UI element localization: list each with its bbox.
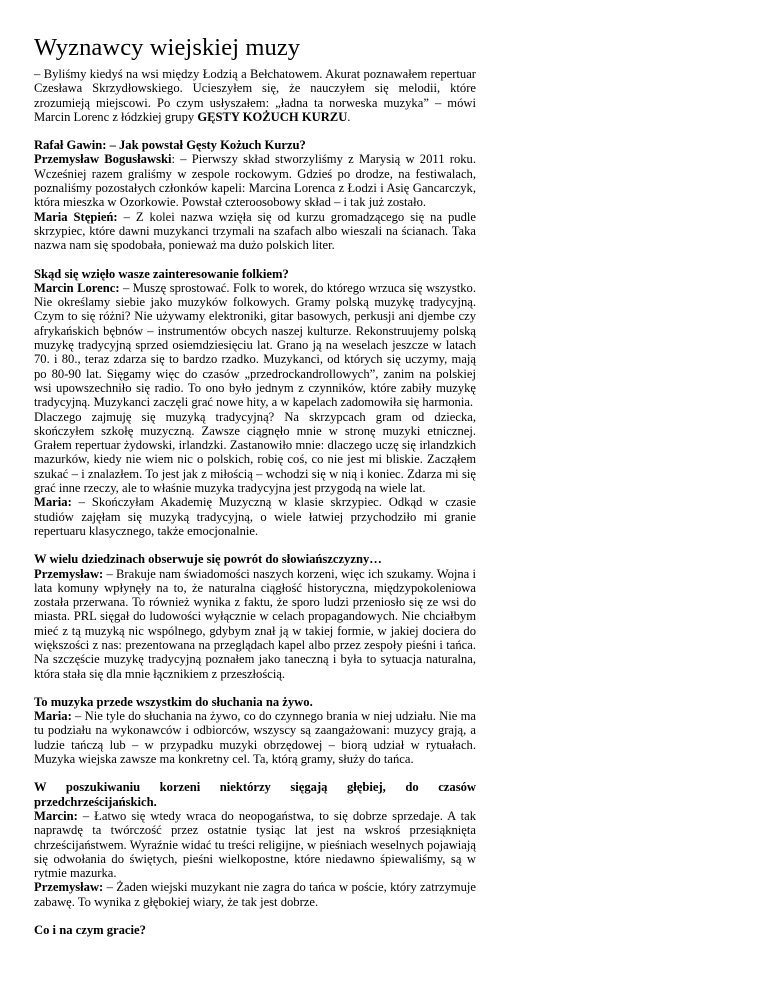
interview-sections: [34, 124, 476, 937]
answer-text: : – Pierwszy skład stworzyliśmy z Marysią w 2011 roku. Wcześniej razem graliśmy w zespole rockowym. Gdzieś po drodze, na festiwalach, poznaliśmy pozostałych członków kapeli: Marcina Lorenca z Łodzi i Asię Gancarczyk, która mieszka w Ozorkowie. Powstał czteroosobowy skład – i tak już zostało.: [34, 152, 476, 210]
interview-question: Rafał Gawin: – Jak powstał Gęsty Kożuch Kurzu?: [34, 138, 306, 153]
section-gap: [34, 538, 476, 552]
answer-paragraph: [34, 410, 476, 496]
answer-text: – Brakuje nam świadomości naszych korzeni, więc ich szukamy. Wojna i lata komuny wpłynęły na to, że naturalna ciągłość historyczna, międzypokoleniowa została przerwana. To również wynika z faktu, że sporo ludzi przeniosło się ze wsi do miasta. PRL sięgał do ludowości wyłącznie w celach propagandowych. Nie chciałbym mieć z tą muzyką nic wspólnego, gdybym znał ją w takiej formie, w jakiej dociera do większości z nas: prezentowana na przeglądach kapel albo przez zespoły pieśni i tańca. Na szczęście muzykę tradycyjną poznałem jako taneczną i była to sytuacja naturalna, która stała się dla mnie łącznikiem z przeszłością.: [34, 566, 476, 681]
speaker-name: Przemysław Bogusławski: [34, 152, 172, 167]
speaker-name: Marcin Lorenc:: [34, 280, 120, 295]
answer-paragraph: [34, 152, 476, 209]
answer-paragraph: [34, 210, 476, 253]
section-gap: [34, 681, 476, 695]
speaker-name: Maria:: [34, 709, 72, 724]
answer-paragraph: [34, 281, 476, 410]
speaker-name: Marcin:: [34, 808, 78, 823]
section-gap: [34, 124, 476, 138]
intro-paragraph: [34, 67, 476, 124]
answer-text: – Łatwo się wtedy wraca do neopogaństwa, to się dobrze sprzedaje. A tak naprawdę ta twórczość przez ostatnie tysiąc lat jest na wskroś przesiąknięta chrześcijaństwem. Wyraźnie widać tu treści religijne, w pieśniach weselnych pojawiają się odwołania do świętych, pieśni wielkopostne, które niedawno śpiewaliśmy, są w rytmie mazurka.: [34, 808, 476, 881]
intro-end: .: [347, 109, 351, 124]
interview-question: W wielu dziedzinach obserwuje się powrót do słowiańszczyzny…: [34, 552, 382, 567]
interview-question: To muzyka przede wszystkim do słuchania na żywo.: [34, 694, 313, 709]
speaker-name: Przemysław:: [34, 880, 104, 895]
answer-text: – Z kolei nazwa wzięła się od kurzu gromadzącego się na pudle skrzypiec, które dawni muzykanci trzymali na szafach albo wieszali na ścianach. Taka nazwa nam się spodobała, ponieważ ma dużo polskich liter.: [34, 209, 477, 253]
article-title: Wyznawcy wiejskiej muzy: [34, 34, 301, 61]
answer-paragraph: [34, 880, 476, 909]
answer-paragraph: [34, 567, 476, 681]
answer-paragraph: [34, 495, 476, 538]
section-gap: [34, 253, 476, 267]
speaker-name: Maria Stępień:: [34, 209, 118, 224]
answer-text: – Żaden wiejski muzykant nie zagra do tańca w poście, który zatrzymuje zabawę. To wynika z głębokiej wiary, że tak jest dobrze.: [34, 880, 476, 909]
interview-question: Skąd się wzięło wasze zainteresowanie folkiem?: [34, 266, 289, 281]
section-gap: [34, 909, 476, 923]
speaker-name: Maria:: [34, 495, 72, 510]
answer-text: – Skończyłam Akademię Muzyczną w klasie skrzypiec. Odkąd w czasie studiów zajęłam się muzyką tradycyjną, o wiele łatwiej przychodziło mi granie repertuaru klasycznego, także emocjonalnie.: [34, 495, 476, 538]
answer-text: – Nie tyle do słuchania na żywo, co do czynnego brania w niej udziału. Nie ma tu podziału na wykonawców i odbiorców, wszyscy są zaangażowani: muzycy grają, a ludzie tańczą lub – w przypadku muzyki obrzędowej – biorą udział w rytuałach. Muzyka wiejska zawsze ma konkretny cel. Ta, którą gramy, służy do tańca.: [34, 709, 476, 767]
band-name: GĘSTY KOŻUCH KURZU: [197, 109, 348, 124]
speaker-name: Przemysław:: [34, 566, 104, 581]
intro-text: – Byliśmy kiedyś na wsi między Łodzią a Bełchatowem. Akurat poznawałem repertuar Czesława Skrzydłowskiego. Ucieszyłem się, że nauczyłem się melodii, które zrozumieją miejscowi. Po czym usłyszałem: „ładna ta norweska muzyka” – mówi Marcin Lorenc z łódzkiej grupy: [34, 67, 476, 124]
answer-paragraph: [34, 709, 476, 766]
answer-paragraph: [34, 809, 476, 880]
interview-question: Co i na czym gracie?: [34, 923, 146, 938]
answer-text: Dlaczego zajmuję się muzyką tradycyjną? Na skrzypcach gram od dziecka, skończyłem szkołę muzyczną. Zawsze ciągnęło mnie w stronę muzyki etnicznej. Grałem repertuar żydowski, irlandzki. Zastanowiło mnie: dlaczego uczę się irlandzkich mazurków, kiedy nie wiem nic o polskich, robię coś, co nie jest mi bliskie. Zacząłem szukać – i znalazłem. To jest jak z miłością – wchodzi się w nią i koniec. Zdarza mi się grać inne rzeczy, ale to właśnie muzyka tradycyjna jest przygodą na wiele lat.: [34, 409, 476, 496]
section-gap: [34, 766, 476, 780]
answer-text: – Muszę sprostować. Folk to worek, do którego wrzuca się wszystko. Nie określamy siebie jako muzyków folkowych. Gramy polską muzykę tradycyjną. Czym to się różni? Nie używamy elektroniki, gitar basowych, perkusji ani djembe czy afrykańskich bębnów – instrumentów obcych naszej kulturze. Rekonstruujemy polską muzykę tradycyjną sprzed osiemdziesięciu lat. Grano ją na weselach jeszcze w latach 70. i 80., teraz zdarza się to bardzo rzadko. Muzykanci, od których się uczymy, mają po 80-90 lat. Sięgamy więc do czasów „przedrockandrollowych”, zanim na polskiej wsi upowszechniło się radio. To ono było jednym z czynników, które zabiły muzykę tradycyjną. Muzykanci zaczęli grać nowe hity, a w kapelach zadomowiła się harmonia.: [34, 280, 476, 410]
interview-question: W poszukiwaniu korzeni niektórzy sięgają głębiej, do czasów przedchrześcijańskich.: [34, 780, 476, 809]
article: [34, 33, 476, 937]
